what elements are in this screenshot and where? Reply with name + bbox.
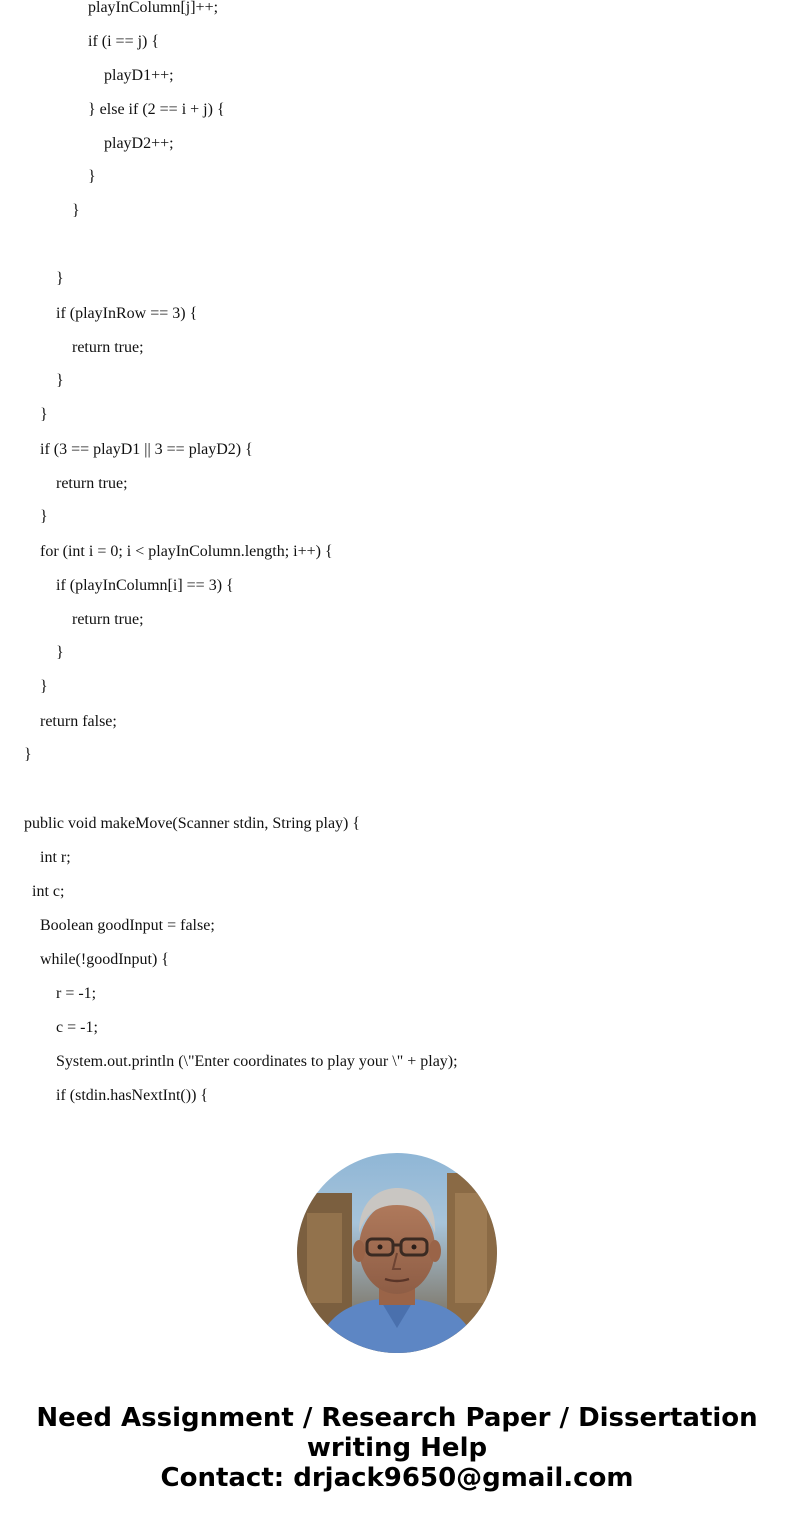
- code-line: int r;: [40, 849, 71, 866]
- code-line: r = -1;: [56, 985, 97, 1002]
- code-line: return true;: [72, 339, 144, 356]
- code-line: if (stdin.hasNextInt()) {: [56, 1087, 209, 1104]
- author-portrait: [297, 1153, 497, 1353]
- code-line: }: [40, 678, 48, 695]
- code-line: } else if (2 == i + j) {: [88, 101, 225, 118]
- code-line: playD1++;: [104, 67, 174, 84]
- code-line: int c;: [32, 883, 65, 900]
- code-line: }: [56, 270, 64, 287]
- code-line: if (3 == playD1 || 3 == playD2) {: [40, 441, 253, 458]
- code-line: }: [56, 372, 64, 389]
- code-line: }: [72, 202, 80, 219]
- code-line: return true;: [72, 611, 144, 628]
- code-line: }: [24, 746, 32, 763]
- code-line: for (int i = 0; i < playInColumn.length; i++) {: [40, 543, 333, 560]
- code-line: Boolean goodInput = false;: [40, 917, 215, 934]
- code-line: }: [56, 644, 64, 661]
- code-line: }: [40, 406, 48, 423]
- footer-contact-email[interactable]: Contact: drjack9650@gmail.com: [160, 1463, 634, 1493]
- code-line: if (i == j) {: [88, 33, 160, 50]
- code-line: }: [40, 508, 48, 525]
- footer-subheadline: writing Help: [306, 1433, 488, 1463]
- code-line: return false;: [40, 713, 117, 730]
- code-line: playD2++;: [104, 135, 174, 152]
- code-line: while(!goodInput) {: [40, 951, 169, 968]
- code-line: c = -1;: [56, 1019, 98, 1036]
- author-avatar: [297, 1153, 497, 1353]
- code-line: System.out.println (\"Enter coordinates to play your \" + play);: [56, 1053, 458, 1070]
- footer-headline: Need Assignment / Research Paper / Dissertation: [36, 1403, 758, 1433]
- code-line: public void makeMove(Scanner stdin, String play) {: [24, 815, 361, 832]
- footer-contact: [0, 1403, 794, 1493]
- code-line: if (playInColumn[i] == 3) {: [56, 577, 234, 594]
- code-line: if (playInRow == 3) {: [56, 305, 198, 322]
- code-line: return true;: [56, 475, 128, 492]
- code-line: playInColumn[j]++;: [88, 0, 219, 16]
- code-line: }: [88, 168, 96, 185]
